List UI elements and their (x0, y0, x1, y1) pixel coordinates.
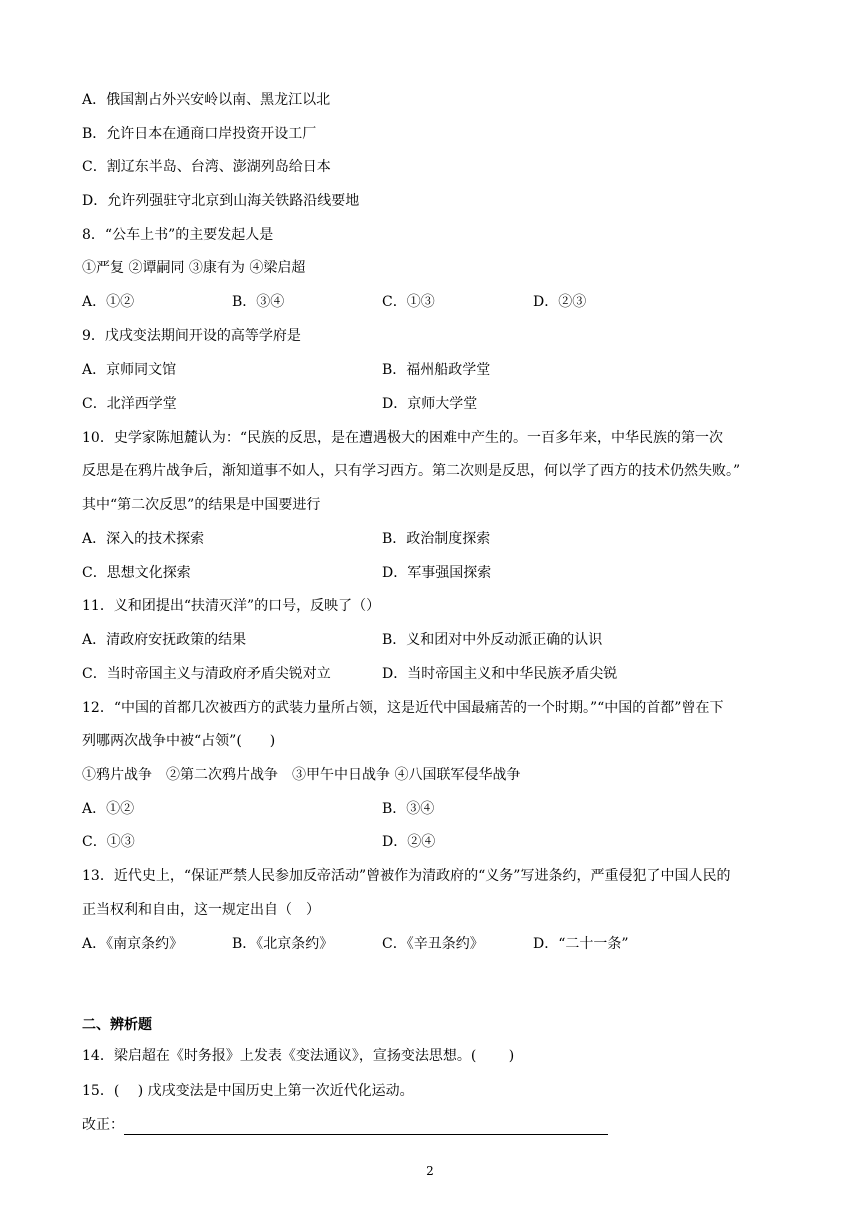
q9-option-b: B．福州船政学堂 (382, 362, 491, 378)
correction-row (82, 1115, 608, 1135)
q7-option-c: C．割辽东半岛、台湾、澎湖列岛给日本 (82, 159, 331, 175)
section-heading: 二、辨析题 (82, 1017, 152, 1033)
q11-option-c: C．当时帝国主义与清政府矛盾尖锐对立 (82, 666, 331, 682)
q9-stem: 9．戊戌变法期间开设的高等学府是 (82, 328, 301, 344)
q11-option-a: A．清政府安抚政策的结果 (82, 632, 247, 648)
q10-stem-line2: 反思是在鸦片战争后，渐知道事不如人，只有学习西方。第二次则是反思，何以学了西方的技术仍然失败。” (82, 463, 741, 479)
q14-statement: 14．梁启超在《时务报》上发表《变法通议》，宣扬变法思想。( ) (82, 1048, 515, 1064)
q13-option-b: B．《北京条约》 (232, 936, 334, 952)
q7-option-b: B．允许日本在通商口岸投资开设工厂 (82, 126, 317, 142)
q11-stem: 11．义和团提出“扶清灭洋”的口号，反映了（） (82, 598, 381, 614)
q10-stem-line3: 其中“第二次反思”的结果是中国要进行 (82, 497, 321, 513)
q9-option-a: A．京师同文馆 (82, 362, 177, 378)
q15-statement: 15．( ) 戊戌变法是中国历史上第一次近代化运动。 (82, 1083, 414, 1099)
q7-option-a: A．俄国割占外兴安岭以南、黑龙江以北 (82, 92, 331, 108)
page-number: 2 (426, 1164, 434, 1178)
q12-option-c: C．①③ (82, 834, 135, 850)
q10-stem-line1: 10．史学家陈旭麓认为：“民族的反思，是在遭遇极大的困难中产生的。一百多年来，中华民族的第一次 (82, 430, 723, 446)
q8-option-d: D．②③ (533, 294, 587, 310)
q8-stem: 8．“公车上书”的主要发起人是 (82, 227, 274, 243)
q9-option-c: C．北洋西学堂 (82, 396, 177, 412)
q7-option-d: D．允许列强驻守北京到山海关铁路沿线要地 (82, 193, 360, 209)
q12-stem-line1: 12．“中国的首都几次被西方的武装力量所占领，这是近代中国最痛苦的一个时期。”“中国的首都”曾在下 (82, 700, 724, 716)
correction-label: 改正： (82, 1117, 124, 1133)
q11-option-b: B．义和团对中外反动派正确的认识 (382, 632, 603, 648)
q10-option-c: C．思想文化探索 (82, 565, 191, 581)
q12-items: ①鸦片战争 ②第二次鸦片战争 ③甲午中日战争 ④八国联军侵华战争 (82, 767, 521, 783)
q8-option-b: B．③④ (232, 294, 285, 310)
q10-option-d: D．军事强国探索 (382, 565, 492, 581)
q12-option-b: B．③④ (382, 801, 435, 817)
q10-option-b: B．政治制度探索 (382, 531, 491, 547)
q13-stem-line2: 正当权利和自由，这一规定出自（ ） (82, 902, 320, 918)
q8-items: ①严复 ②谭嗣同 ③康有为 ④梁启超 (82, 260, 306, 276)
q12-stem-line2: 列哪两次战争中被“占领”( ) (82, 733, 276, 749)
q13-stem-line1: 13．近代史上，“保证严禁人民参加反帝活动”曾被作为清政府的“义务”写进条约，严重侵犯了中国人民的 (82, 868, 731, 884)
q8-option-a: A．①② (82, 294, 135, 310)
q10-option-a: A．深入的技术探索 (82, 531, 205, 547)
q13-option-a: A．《南京条约》 (82, 936, 184, 952)
correction-answer-line[interactable] (124, 1120, 608, 1135)
q13-option-c: C．《辛丑条约》 (382, 936, 484, 952)
q13-option-d: D．“二十一条” (533, 936, 629, 952)
q8-option-c: C．①③ (382, 294, 435, 310)
q11-option-d: D．当时帝国主义和中华民族矛盾尖锐 (382, 666, 618, 682)
q9-option-d: D．京师大学堂 (382, 396, 478, 412)
q12-option-d: D．②④ (382, 834, 436, 850)
q12-option-a: A．①② (82, 801, 135, 817)
